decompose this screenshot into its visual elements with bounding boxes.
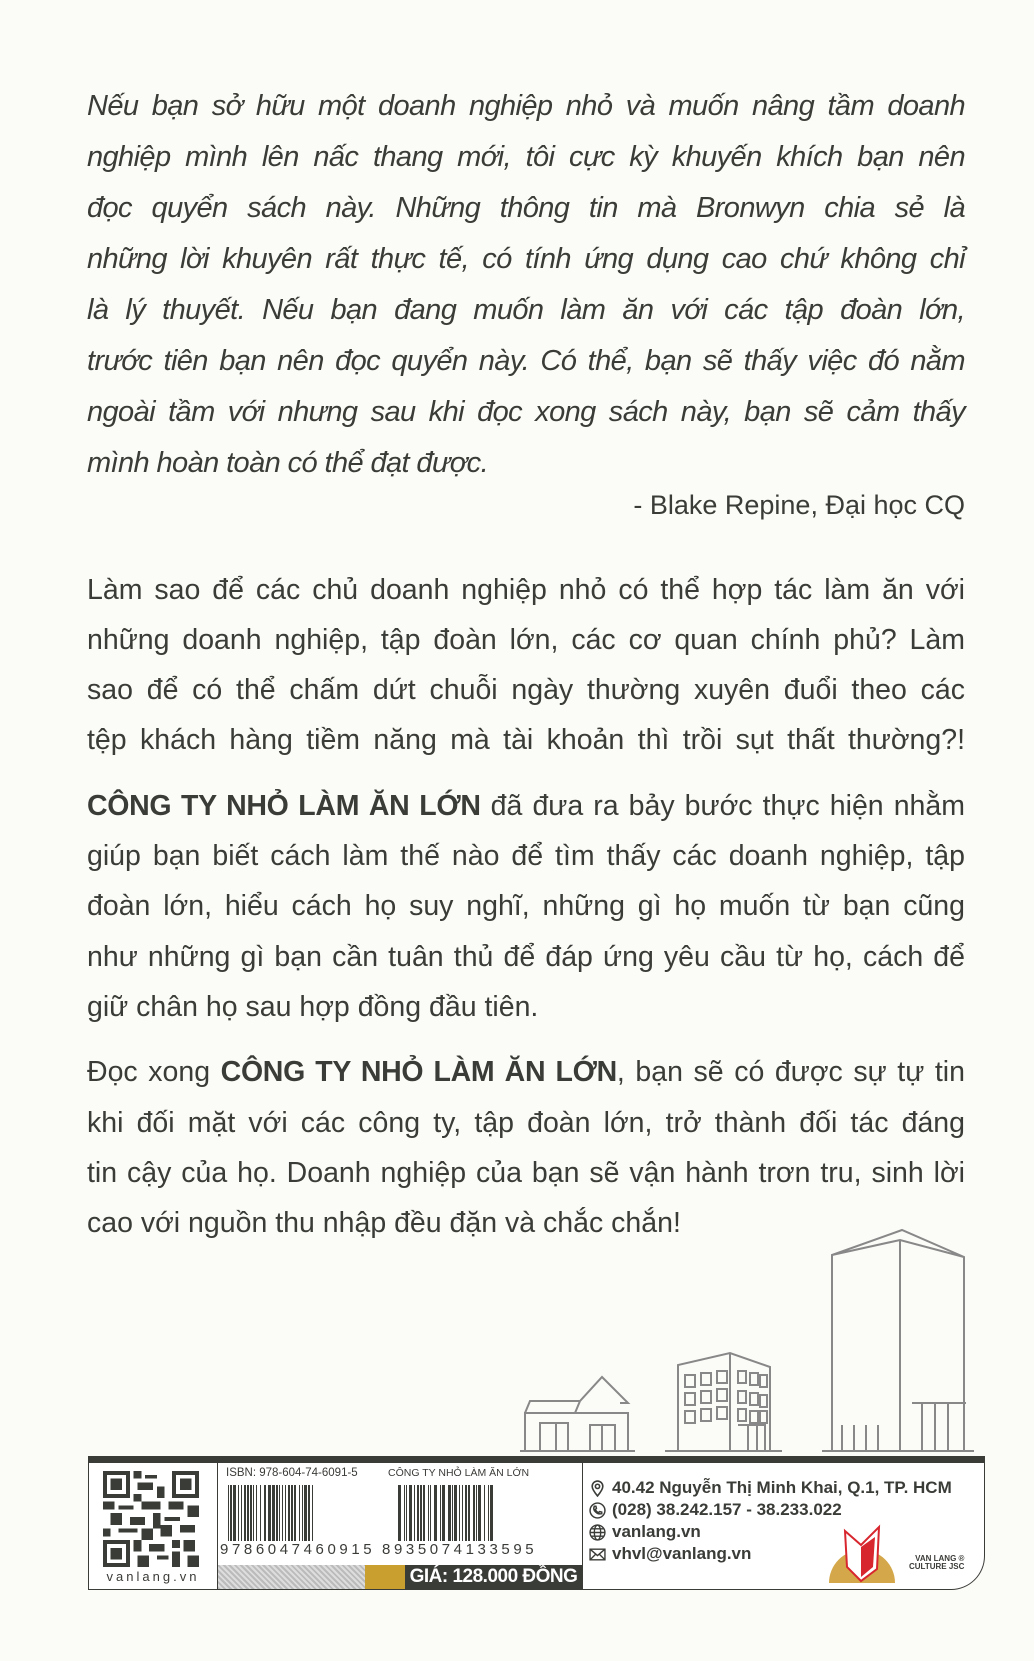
barcode-bar xyxy=(299,1485,300,1541)
ean-barcode xyxy=(398,1485,548,1549)
book-title: CÔNG TY NHỎ LÀM ĂN LỚN xyxy=(220,1056,617,1088)
contact-info xyxy=(589,1477,952,1565)
barcode-bar xyxy=(417,1485,419,1541)
quote-line: mình hoàn toàn có thể đạt được. xyxy=(87,447,489,479)
barcode-bar xyxy=(241,1485,242,1541)
barcode-bar xyxy=(434,1485,437,1541)
barcode-bar xyxy=(250,1485,252,1541)
body-line: khi đối mặt với các công ty, tập đoàn lớn, trở thành đối tác đáng xyxy=(87,1107,965,1139)
barcode-bar xyxy=(454,1485,457,1541)
body-text: Đọc xong xyxy=(87,1056,221,1088)
barcode-bar xyxy=(465,1485,467,1541)
skyscraper-icon xyxy=(822,1230,974,1451)
barcode-bar xyxy=(288,1485,290,1541)
barcode-bar xyxy=(238,1485,239,1541)
gold-block xyxy=(365,1565,405,1589)
barcode-bar xyxy=(442,1485,445,1549)
barcode-bar xyxy=(452,1485,453,1541)
body-line: Làm sao để các chủ doanh nghiệp nhỏ có thể hợp tác làm ăn với xyxy=(87,574,965,606)
publisher-logo xyxy=(827,1523,897,1583)
phone-icon xyxy=(589,1502,606,1519)
barcode-bar xyxy=(488,1485,489,1549)
quote-line: những lời khuyên rất thực tế, có tính ứng dụng cao chứ không chỉ xyxy=(87,243,965,275)
barcode-bar xyxy=(490,1485,493,1549)
barcode-bar xyxy=(476,1485,477,1541)
quote-attribution: - Blake Repine, Đại học CQ xyxy=(633,490,965,520)
qr-code[interactable] xyxy=(103,1471,199,1567)
body-text: đã đưa ra bảy bước thực hiện nhằm xyxy=(480,790,965,822)
body-line: cao với nguồn thu nhập đều đặn và chắc chắn! xyxy=(87,1207,681,1239)
ean-digits: 8935074133595 xyxy=(382,1541,538,1558)
barcode-bar xyxy=(282,1485,283,1541)
website-link[interactable]: vanlang.vn xyxy=(612,1522,701,1541)
barcode-bar xyxy=(285,1485,286,1541)
body-line: tin cậy của họ. Doanh nghiệp của bạn sẽ vận hành trơn tru, sinh lời xyxy=(87,1157,965,1189)
phone: (028) 38.242.157 - 38.233.022 xyxy=(612,1500,842,1519)
globe-icon xyxy=(589,1524,606,1541)
address: 40.42 Nguyễn Thị Minh Khai, Q.1, TP. HCM xyxy=(612,1478,952,1497)
barcode-bar xyxy=(423,1485,425,1541)
body-line: những doanh nghiệp, tập đoàn lớn, các cơ quan chính phủ? Làm xyxy=(87,624,965,656)
barcode-bar xyxy=(272,1485,275,1541)
barcode-bar xyxy=(256,1485,257,1541)
office-building-icon xyxy=(665,1353,782,1451)
body-text: , bạn sẽ có được sự tự tin xyxy=(616,1056,965,1088)
info-box xyxy=(88,1463,985,1590)
barcode-bar xyxy=(414,1485,415,1541)
quote-line: ngoài tầm với nhưng sau khi đọc xong sách này, bạn sẽ cảm thấy xyxy=(87,396,965,428)
barcode-bar xyxy=(233,1485,236,1541)
barcode-bar xyxy=(294,1485,296,1541)
barcode-bar xyxy=(230,1485,232,1549)
title-label: CÔNG TY NHỎ LÀM ĂN LỚN xyxy=(388,1467,530,1479)
barcode-bar xyxy=(440,1485,441,1541)
qr-url: vanlang.vn xyxy=(106,1569,200,1584)
quote-line: nghiệp mình lên nấc thang mới, tôi cực kỳ khuyến khích bạn nên xyxy=(87,141,965,173)
barcode-bar xyxy=(308,1485,310,1549)
barcode-bar xyxy=(406,1485,407,1541)
isbn-barcode xyxy=(228,1485,380,1549)
phone-row xyxy=(589,1499,952,1521)
barcode-bar xyxy=(253,1485,254,1541)
body-line xyxy=(87,789,965,823)
barcode-bar xyxy=(398,1485,401,1549)
quote-line: Nếu bạn sở hữu một doanh nghiệp nhỏ và muốn nâng tầm doanh xyxy=(87,90,965,122)
body-line: như những gì bạn cần tuân thủ để đáp ứng yêu cầu từ họ, cách để xyxy=(87,941,965,973)
barcode-bar xyxy=(312,1485,313,1549)
barcode-bar xyxy=(228,1485,229,1549)
body-line xyxy=(87,1055,965,1089)
barcode-bar xyxy=(244,1485,246,1541)
address-row xyxy=(589,1477,952,1499)
email-row xyxy=(589,1543,952,1565)
body-line: giữ chân họ sau hợp đồng đầu tiên. xyxy=(87,991,539,1023)
barcode-bar xyxy=(291,1485,293,1541)
barcode-bar xyxy=(478,1485,481,1541)
quote-line: là lý thuyết. Nếu bạn đang muốn làm ăn với các tập đoàn lớn, xyxy=(87,294,965,326)
publisher-logo-text: VAN LANG ® CULTURE JSC xyxy=(909,1554,965,1571)
barcode-bar xyxy=(268,1485,271,1549)
barcode-bar xyxy=(484,1485,485,1541)
quote-line: đọc quyển sách này. Những thông tin mà Bronwyn chia sẻ là xyxy=(87,192,965,224)
barcode-bar xyxy=(459,1485,460,1541)
isbn-label: ISBN: 978-604-74-6091-5 xyxy=(226,1467,358,1479)
price-label: GIÁ: 128.000 ĐỒNG xyxy=(405,1565,582,1589)
qr-section xyxy=(89,1463,218,1589)
barcode-bar xyxy=(448,1485,451,1541)
envelope-icon xyxy=(589,1546,606,1563)
barcode-bar xyxy=(302,1485,303,1541)
email-link[interactable]: vhvl@vanlang.vn xyxy=(612,1544,752,1563)
website-row xyxy=(589,1521,952,1543)
barcode-bar xyxy=(428,1485,429,1541)
body-line: đoàn lớn, hiểu cách họ suy nghĩ, những gì họ muốn từ bạn cũng xyxy=(87,890,965,922)
hatch-pattern xyxy=(218,1565,365,1589)
barcode-bar xyxy=(304,1485,307,1541)
house-icon xyxy=(520,1377,635,1451)
barcode-bar xyxy=(276,1485,278,1541)
body-line: tệp khách hàng tiềm năng mà tài khoản thì trồi sụt thất thường?! xyxy=(87,724,965,756)
barcode-bar xyxy=(260,1485,261,1541)
isbn-digits: 9786047460915 xyxy=(220,1541,376,1558)
publisher-info-panel xyxy=(88,1456,985,1597)
body-line: sao để có thể chấm dứt chuỗi ngày thường xuyên đuổi theo các xyxy=(87,674,965,706)
barcode-bar xyxy=(462,1485,463,1541)
barcode-bar xyxy=(468,1485,470,1541)
body-line: giúp bạn biết cách làm thế nào để tìm thấy các doanh nghiệp, tập xyxy=(87,840,965,872)
barcode-bar xyxy=(409,1485,412,1541)
barcode-bar xyxy=(430,1485,431,1541)
book-title: CÔNG TY NHỎ LÀM ĂN LỚN xyxy=(87,790,481,822)
barcode-bar xyxy=(473,1485,475,1541)
quote-line: trước tiên bạn nên đọc quyển này. Có thể, bạn sẽ thấy việc đó nằm xyxy=(87,345,965,377)
buildings-illustration xyxy=(520,1225,980,1457)
barcode-bar xyxy=(404,1485,405,1549)
barcode-bar xyxy=(247,1485,249,1541)
barcode-bar xyxy=(279,1485,280,1541)
barcode-bar xyxy=(264,1485,266,1541)
location-pin-icon xyxy=(589,1480,606,1497)
barcode-bar xyxy=(420,1485,422,1541)
barcode-section xyxy=(218,1463,583,1589)
